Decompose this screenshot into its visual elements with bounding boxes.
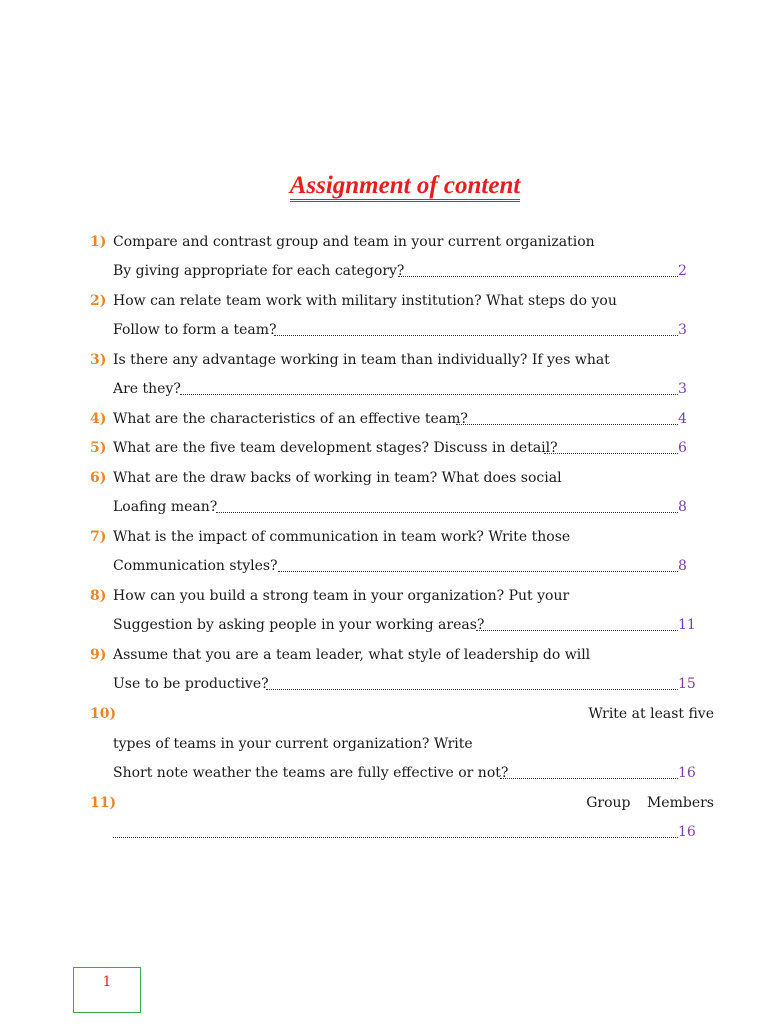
entry-number: 1) xyxy=(90,234,107,250)
entry-number: 5) xyxy=(90,440,107,456)
toc-entry-10-line-2 xyxy=(90,734,714,754)
toc-entry-8-line-2 xyxy=(90,615,714,635)
entry-text: How can you build a strong team in your organization? Put your xyxy=(113,588,570,604)
toc-entry-9-line-1 xyxy=(90,645,714,665)
dot-leader xyxy=(456,424,678,425)
dot-leader xyxy=(500,778,678,779)
toc-entry-9-line-2 xyxy=(90,674,714,694)
entry-number: 3) xyxy=(90,352,107,368)
toc-entry-7-line-1 xyxy=(90,527,714,547)
dot-leader xyxy=(180,394,678,395)
toc-entry-10-line-3 xyxy=(90,763,714,783)
toc-entry-5 xyxy=(90,438,714,458)
toc-entry-3-line-1 xyxy=(90,350,714,370)
entry-page-number: 2 xyxy=(678,263,687,279)
entry-text: Write at least five xyxy=(588,706,714,722)
entry-number: 11) xyxy=(90,795,117,811)
entry-page-number: 11 xyxy=(678,617,696,633)
entry-text: How can relate team work with military institution? What steps do you xyxy=(113,293,617,309)
entry-number: 2) xyxy=(90,293,107,309)
entry-text: What are the characteristics of an effective team? xyxy=(113,411,468,427)
dot-leader xyxy=(113,837,678,838)
entry-text: What is the impact of communication in team work? Write those xyxy=(113,529,571,545)
entry-page-number: 16 xyxy=(678,765,696,781)
entry-page-number: 15 xyxy=(678,676,696,692)
entry-page-number: 4 xyxy=(678,411,687,427)
toc-entry-11-line-2 xyxy=(90,822,714,842)
toc-entry-6-line-2 xyxy=(90,497,714,517)
entry-number: 7) xyxy=(90,529,107,545)
entry-text: Assume that you are a team leader, what style of leadership do will xyxy=(113,647,591,663)
toc-entry-4 xyxy=(90,409,714,429)
entry-page-number: 6 xyxy=(678,440,687,456)
page-number: 1 xyxy=(102,974,112,990)
dot-leader xyxy=(216,512,678,513)
entry-text: Is there any advantage working in team than individually? If yes what xyxy=(113,352,610,368)
dot-leader xyxy=(544,453,678,454)
entry-number: 4) xyxy=(90,411,107,427)
entry-number: 9) xyxy=(90,647,107,663)
entry-text: What are the five team development stages? Discuss in detail? xyxy=(113,440,558,456)
toc-entry-10-line-1 xyxy=(90,704,714,724)
toc-entry-11-line-1 xyxy=(90,793,714,813)
entry-text: What are the draw backs of working in team? What does social xyxy=(113,470,562,486)
entry-text: Short note weather the teams are fully effective or not? xyxy=(113,765,509,781)
toc-entry-2-line-1 xyxy=(90,291,714,311)
toc-entry-2-line-2 xyxy=(90,320,714,340)
entry-number: 8) xyxy=(90,588,107,604)
toc-entry-7-line-2 xyxy=(90,556,714,576)
entry-text: Group Members xyxy=(586,795,714,811)
entry-page-number: 8 xyxy=(678,499,687,515)
entry-page-number: 3 xyxy=(678,322,687,338)
entry-text: Are they? xyxy=(113,381,181,397)
dot-leader xyxy=(274,335,678,336)
entry-text: Use to be productive? xyxy=(113,676,269,692)
toc-entry-8-line-1 xyxy=(90,586,714,606)
entry-text: By giving appropriate for each category? xyxy=(113,263,405,279)
entry-number: 6) xyxy=(90,470,107,486)
entry-text: Suggestion by asking people in your working areas? xyxy=(113,617,485,633)
page-title: Assignment of content xyxy=(0,170,768,202)
toc-entry-1-line-1 xyxy=(90,232,714,252)
entry-text: Compare and contrast group and team in your current organization xyxy=(113,234,595,250)
dot-leader xyxy=(266,689,678,690)
dot-leader xyxy=(476,630,678,631)
entry-page-number: 8 xyxy=(678,558,687,574)
entry-page-number: 16 xyxy=(678,824,696,840)
dot-leader xyxy=(398,276,678,277)
entry-text: types of teams in your current organization? Write xyxy=(113,736,473,752)
entry-text: Communication styles? xyxy=(113,558,278,574)
dot-leader xyxy=(278,571,678,572)
toc-entry-1-line-2 xyxy=(90,261,714,281)
toc-entry-3-line-2 xyxy=(90,379,714,399)
entry-page-number: 3 xyxy=(678,381,687,397)
toc-entry-6-line-1 xyxy=(90,468,714,488)
entry-text: Follow to form a team? xyxy=(113,322,277,338)
entry-number: 10) xyxy=(90,706,117,722)
page-number-box xyxy=(73,967,141,1013)
entry-text: Loafing mean? xyxy=(113,499,218,515)
